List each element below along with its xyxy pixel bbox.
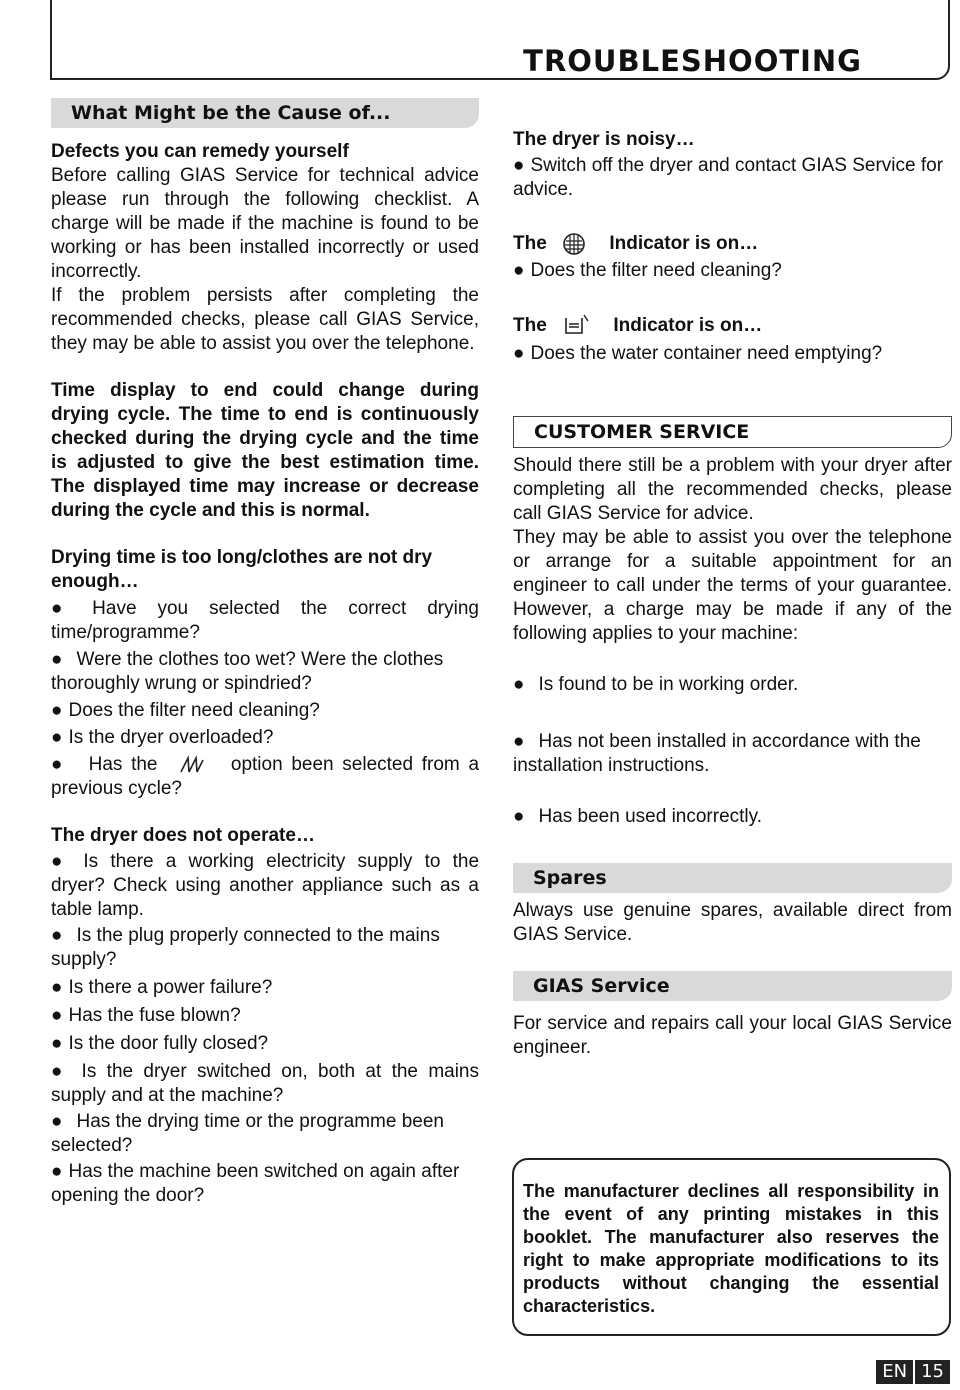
customer-paragraph: Should there still be a problem with your dryer after completing all the recommended checks, please call GIAS Service for advice. bbox=[513, 455, 952, 525]
spares-heading: Spares bbox=[513, 863, 952, 893]
language-badge: EN bbox=[876, 1360, 913, 1384]
drying-heading: Drying time is too long/clothes are not dry enough… bbox=[51, 547, 433, 592]
list-item: ● Has the machine been switched on again after opening the door? bbox=[51, 1160, 479, 1208]
page-title: TROUBLESHOOTING bbox=[523, 44, 862, 78]
section-heading: What Might be the Cause of... bbox=[51, 98, 479, 128]
list-item: ● Is the dryer switched on, both at the mains supply and at the machine? bbox=[51, 1060, 479, 1108]
filter-indicator-icon bbox=[562, 232, 586, 256]
customer-paragraph-2: They may be able to assist you over the telephone or arrange for a suitable appointment for an engineer to call under the terms of your guarantee. However, a charge may be made if any of the following applies to your machine: bbox=[513, 527, 952, 645]
customer-service-heading: CUSTOMER SERVICE bbox=[513, 416, 952, 448]
water-container-icon bbox=[562, 313, 590, 339]
list-item bbox=[51, 753, 479, 801]
list-item: ● Have you selected the correct drying time/programme? bbox=[51, 597, 479, 645]
list-item: ● Is the door fully closed? bbox=[51, 1032, 479, 1056]
filter-indicator-heading bbox=[513, 232, 952, 256]
noisy-heading: The dryer is noisy… bbox=[513, 129, 695, 150]
list-item: ● Is there a power failure? bbox=[51, 976, 479, 1000]
list-item: ● Switch off the dryer and contact GIAS Service for advice. bbox=[513, 154, 952, 202]
disclaimer-box bbox=[512, 1158, 951, 1336]
time-display-note: Time display to end could change during drying cycle. The time to end is continuously checked during the drying cycle and the time is adjusted to give the best estimation time. The displayed time may increase or decrease during the cycle and this is normal. bbox=[51, 380, 479, 521]
water-indicator-heading bbox=[513, 313, 952, 339]
gias-service-heading: GIAS Service bbox=[513, 971, 952, 1001]
list-item: ● Is found to be in working order. bbox=[513, 673, 952, 697]
no-operate-heading: The dryer does not operate… bbox=[51, 825, 315, 846]
defects-paragraph-2: If the problem persists after completing the recommended checks, please call GIAS Service, they may be able to assist you over the telephone. bbox=[51, 285, 479, 354]
right-column bbox=[513, 128, 952, 1060]
option-text-pre: Has the bbox=[88, 754, 158, 775]
list-item: ● Is the plug properly connected to the mains supply? bbox=[51, 924, 479, 972]
list-item: ● Has the drying time or the programme been selected? bbox=[51, 1110, 479, 1158]
left-column bbox=[51, 98, 479, 1208]
list-item: ● Has the fuse blown? bbox=[51, 1004, 479, 1028]
defects-paragraph: Before calling GIAS Service for technical advice please run through the following checklist. A charge will be made if the machine is found to be working or has been installed incorrectly or used incorrectly. bbox=[51, 165, 479, 282]
disclaimer-text: The manufacturer declines all responsibility in the event of any printing mistakes in this booklet. The manufacturer also reserves the right to make appropriate modifications to its products without changing the essential characteristics. bbox=[523, 1181, 939, 1316]
list-item: ● Does the filter need cleaning? bbox=[51, 699, 479, 723]
indicator-on-label: Indicator is on… bbox=[609, 233, 759, 255]
indicator-on-label: Indicator is on… bbox=[613, 315, 763, 337]
page-number bbox=[876, 1360, 950, 1384]
page-number-badge: 15 bbox=[915, 1360, 950, 1384]
iron-option-icon bbox=[178, 754, 206, 776]
option-text-post: option been selected from a previous cycle? bbox=[51, 754, 480, 799]
spares-text: Always use genuine spares, available direct from GIAS Service. bbox=[513, 900, 952, 946]
indicator-the-label: The bbox=[513, 233, 547, 255]
defects-heading: Defects you can remedy yourself bbox=[51, 141, 349, 162]
list-item: ● Is there a working electricity supply to the dryer? Check using another appliance such as a table lamp. bbox=[51, 850, 479, 922]
list-item: ● Were the clothes too wet? Were the clothes thoroughly wrung or spindried? bbox=[51, 648, 479, 696]
list-item: ● Has not been installed in accordance with the installation instructions. bbox=[513, 730, 952, 778]
indicator-the-label: The bbox=[513, 315, 547, 337]
list-item: ● Is the dryer overloaded? bbox=[51, 726, 479, 750]
list-item: ● Does the water container need emptying? bbox=[513, 342, 952, 366]
gias-service-text: For service and repairs call your local GIAS Service engineer. bbox=[513, 1013, 952, 1059]
list-item: ● Does the filter need cleaning? bbox=[513, 259, 952, 283]
list-item: ● Has been used incorrectly. bbox=[513, 805, 952, 829]
